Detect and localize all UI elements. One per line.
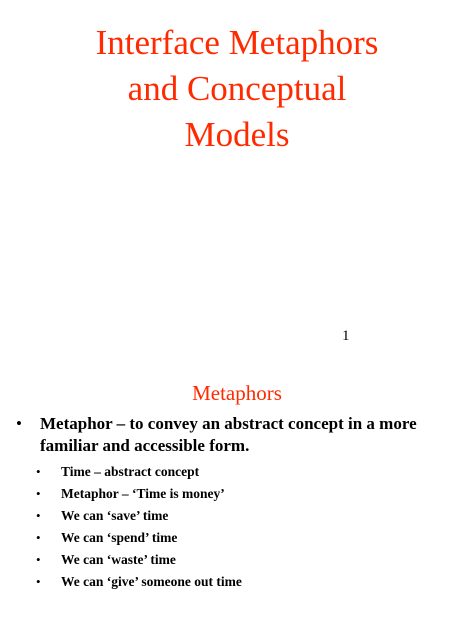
main-bullet-text: Metaphor – to convey an abstract concept in a more familiar and accessible form. [40, 414, 417, 455]
sub-bullet-item [36, 483, 456, 505]
slide-1-title-line-2: and Conceptual [127, 69, 347, 108]
sub-bullet-text: We can ‘waste’ time [61, 552, 176, 567]
sub-bullet-item [36, 461, 456, 483]
sub-bullet-text: Time – abstract concept [61, 464, 200, 479]
sub-bullet-item [36, 505, 456, 527]
slide-1-title [0, 20, 474, 158]
slide-1-title-line-3: Models [184, 115, 290, 154]
sub-bullet-item [36, 549, 456, 571]
bullet-icon: • [36, 486, 41, 501]
bullet-icon: • [16, 414, 22, 433]
sub-bullet-text: Metaphor – ‘Time is money’ [61, 486, 225, 501]
sub-bullet-text: We can ‘give’ someone out time [61, 574, 242, 589]
sub-bullet-list [36, 461, 456, 593]
page-number: 1 [342, 328, 350, 344]
bullet-icon: • [36, 530, 41, 545]
slide-1-title-line-1: Interface Metaphors [95, 23, 379, 62]
sub-bullet-text: We can ‘spend’ time [61, 530, 178, 545]
sub-bullet-item [36, 571, 456, 593]
bullet-icon: • [36, 574, 41, 589]
bullet-icon: • [36, 464, 41, 479]
sub-bullet-text: We can ‘save’ time [61, 508, 169, 523]
bullet-icon: • [36, 552, 41, 567]
sub-bullet-item [36, 527, 456, 549]
main-bullet [16, 413, 460, 457]
bullet-icon: • [36, 508, 41, 523]
slide-2-title: Metaphors [192, 381, 282, 405]
slide-2 [0, 365, 474, 632]
